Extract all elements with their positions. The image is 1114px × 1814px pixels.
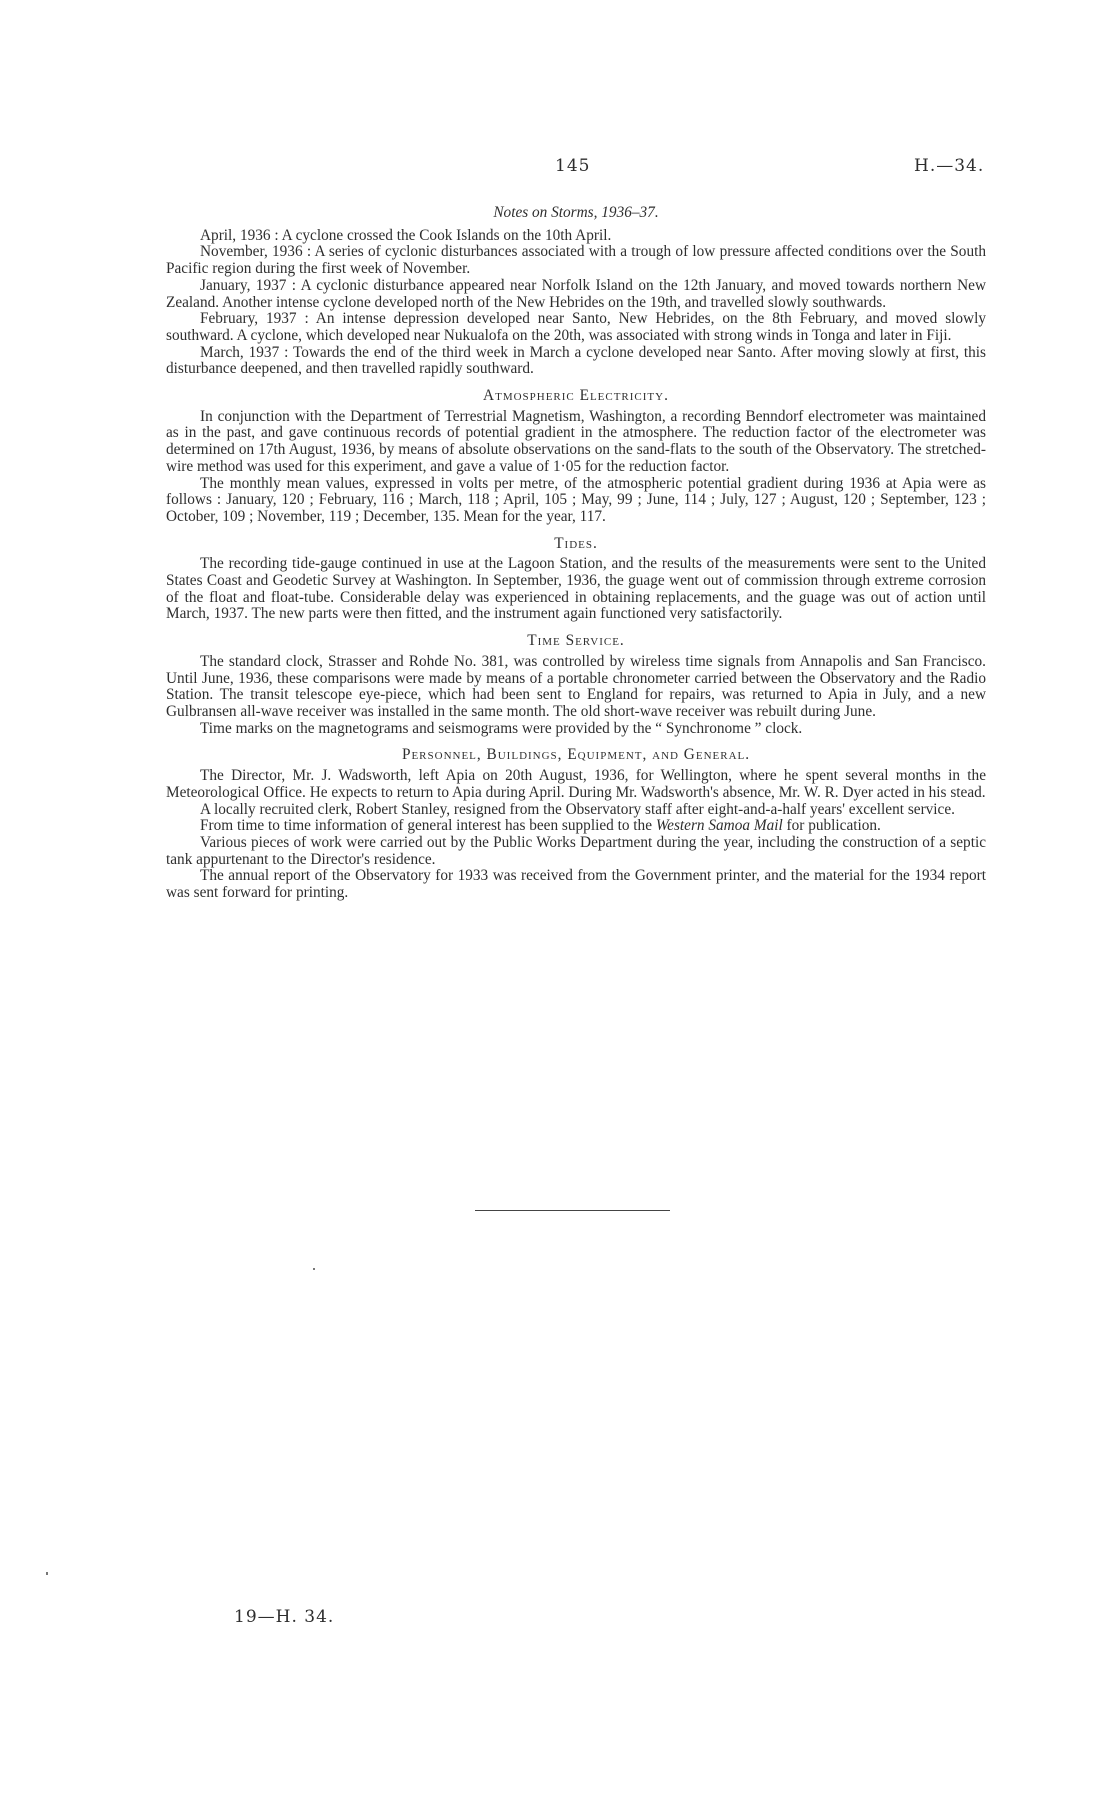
personnel-text: for publication. — [782, 817, 881, 835]
personnel-text: From time to time information of general interest has been supplied to the — [200, 817, 656, 835]
storms-paragraph: February, 1937 : An intense depression developed near Santo, New Hebrides, on the 8th February, and moved slowly southward. A cyclone, which developed near Nukualofa on the 20th, was associated with strong winds in Tonga and later in Fiji. — [166, 310, 986, 344]
time-service-paragraph: Time marks on the magnetograms and seismograms were provided by the “ Synchronome ” clock. — [200, 719, 803, 737]
page-number: 145 — [555, 156, 591, 176]
personnel-paragraph: The Director, Mr. J. Wadsworth, left Apia on 20th August, 1936, for Wellington, where he spent several months in the Meteorological Office. He expects to return to Apia during April. During Mr. Wadsworth's absence, Mr. W. R. Dyer acted in his stead. — [166, 767, 986, 801]
document-reference: H.—34. — [914, 156, 985, 176]
footer-signature: 19—H. 34. — [234, 1607, 335, 1627]
tides-heading: Tides. — [554, 534, 598, 552]
page-body — [166, 205, 986, 902]
time-service-paragraph: The standard clock, Strasser and Rohde No. 381, was controlled by wireless time signals from Annapolis and San Francisco. Until June, 1936, these comparisons were made by means of a portable chronometer carried between the Observatory and the Radio Station. The transit telescope eye-piece, which had been sent to England for repairs, was returned to Apia in July, and a new Gulbransen all-wave receiver was installed in the same month. The old short-wave receiver was rebuilt during June. — [166, 652, 986, 720]
atmospheric-paragraph: In conjunction with the Department of Terrestrial Magnetism, Washington, a recording Benndorf electrometer was maintained as in the past, and gave continuous records of potential gradient in the atmosphere. The reduction factor of the electrometer was determined on 17th August, 1936, by means of absolute observations on the sand-flats to the south of the Observatory. The stretched-wire method was used for this experiment, and gave a value of 1·05 for the reduction factor. — [166, 407, 986, 475]
time-service-heading: Time Service. — [527, 632, 625, 650]
personnel-paragraph — [166, 818, 986, 835]
storms-heading: Notes on Storms, 1936–37. — [493, 204, 659, 221]
storms-paragraph: November, 1936 : A series of cyclonic disturbances associated with a trough of low pressure affected conditions over the South Pacific region during the first week of November. — [166, 243, 986, 278]
storms-paragraph: January, 1937 : A cyclonic disturbance appeared near Norfolk Island on the 12th January, and moved towards northern New Zealand. Another intense cyclone developed north of the New Hebrides on the 19th, and travelled slowly southwards. — [166, 276, 986, 311]
personnel-paragraph: Various pieces of work were carried out by the Public Works Department during the year, including the construction of a septic tank appurtenant to the Director's residence. — [166, 833, 986, 868]
atmospheric-paragraph: The monthly mean values, expressed in volts per metre, of the atmospheric potential gradient during 1936 at Apia were as follows : January, 120 ; February, 116 ; March, 118 ; April, 105 ; May, 99 ; June, 114 ; July, 127 ; August, 120 ; September, 123 ; October, 109 ; November, 119 ; December, 135. Mean for the year, 117. — [166, 474, 986, 525]
personnel-heading: Personnel, Buildings, Equipment, and General. — [401, 746, 751, 764]
personnel-paragraph: The annual report of the Observatory for 1933 was received from the Government printer, and the material for the 1934 report was sent forward for printing. — [166, 867, 986, 902]
newspaper-title: Western Samoa Mail — [655, 817, 783, 835]
horizontal-rule — [475, 1210, 670, 1211]
personnel-paragraph: A locally recruited clerk, Robert Stanley, resigned from the Observatory staff after eight-and-a-half years' excellent service. — [200, 800, 955, 818]
tides-paragraph: The recording tide-gauge continued in use at the Lagoon Station, and the results of the measurements were sent to the United States Coast and Geodetic Survey at Washington. In September, 1936, the guage went out of commission through extreme corrosion of the float and float-tube. Considerable delay was experienced in obtaining replacements, and the guage was out of action until March, 1937. The new parts were then fitted, and the instrument again functioned very satisfactorily. — [166, 555, 986, 623]
atmospheric-heading: Atmospheric Electricity. — [483, 387, 669, 405]
speck-mark — [313, 1268, 315, 1270]
storms-paragraph: April, 1936 : A cyclone crossed the Cook Islands on the 10th April. — [200, 226, 612, 244]
speck-mark — [46, 1572, 48, 1575]
storms-paragraph: March, 1937 : Towards the end of the third week in March a cyclone developed near Santo. After moving slowly at first, this disturbance deepened, and then travelled rapidly southward. — [166, 343, 986, 378]
